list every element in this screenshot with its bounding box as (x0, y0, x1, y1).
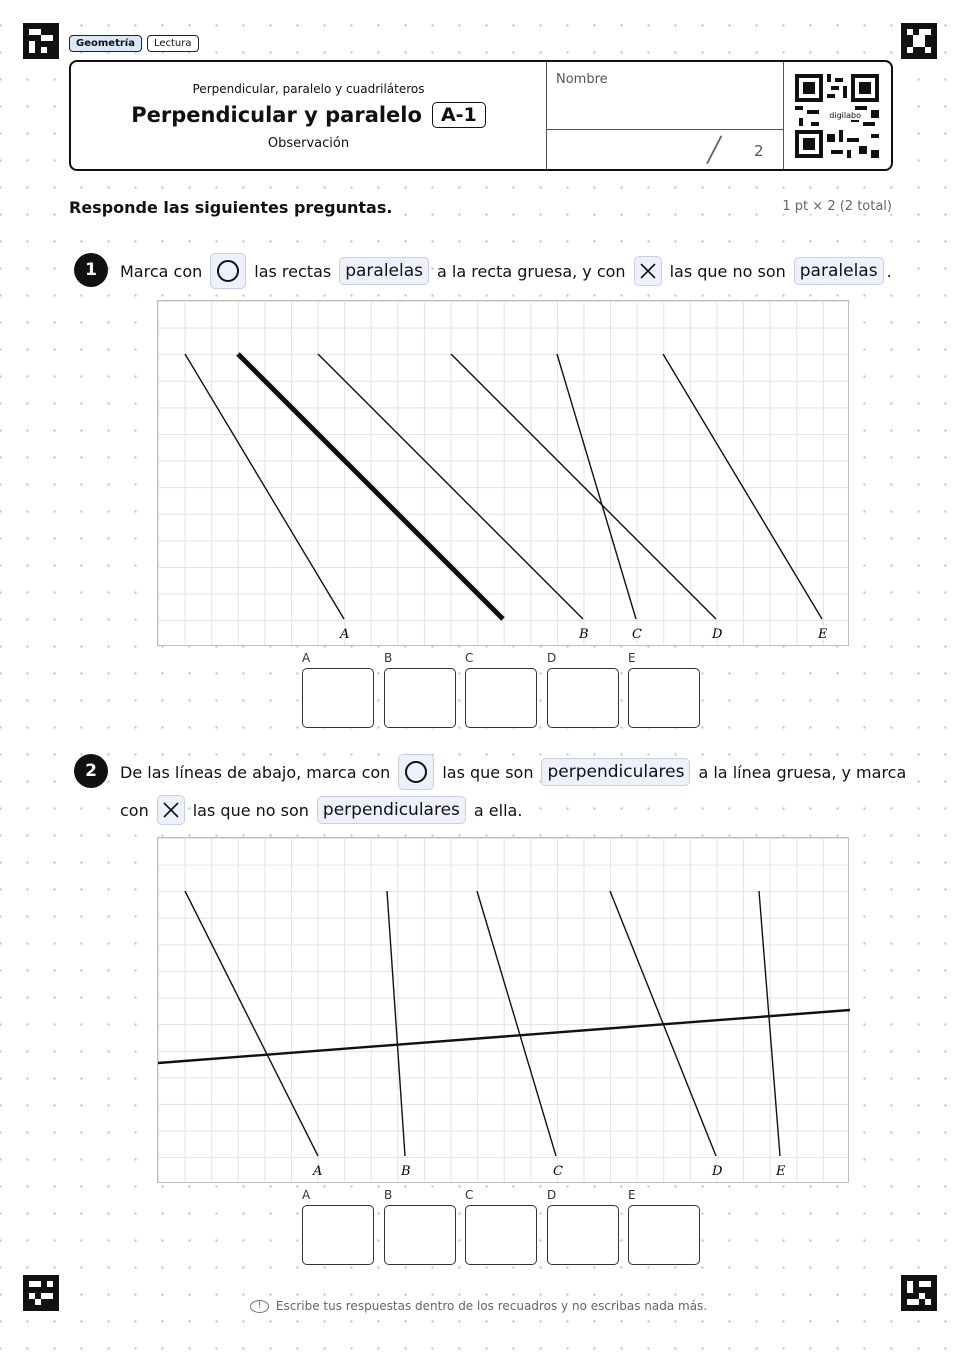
q1-line-E (663, 354, 822, 619)
q1-box-label-C: C (465, 651, 474, 665)
q1-line-label-B: B (579, 627, 589, 642)
q2-line-A (185, 891, 318, 1156)
question-2-number: 2 (74, 754, 108, 788)
header-subtitle: Perpendicular, paralelo y cuadriláteros (192, 82, 425, 96)
subject-tags (69, 35, 199, 52)
header-title-row (71, 102, 546, 128)
name-score-area (546, 62, 784, 169)
q1-answer-box-E[interactable] (628, 668, 700, 728)
info-icon: ! (250, 1300, 269, 1313)
page-title: Perpendicular y paralelo (131, 103, 422, 127)
q1-line-B (318, 354, 583, 619)
q1-box-label-D: D (547, 651, 557, 665)
q2-box-label-D: D (547, 1188, 557, 1202)
q1-line-label-C: C (632, 627, 642, 642)
q1-text-part: las rectas (254, 261, 332, 281)
q2-box-label-C: C (465, 1188, 474, 1202)
q1-text-part: a la recta gruesa, y con (437, 261, 626, 281)
q2-line-label-C: C (553, 1164, 563, 1179)
q1-text-part: . (886, 261, 892, 281)
q2-text-part: a la línea gruesa, y marca (698, 762, 907, 782)
score-row (547, 129, 783, 170)
worksheet-header (69, 60, 893, 171)
q2-answer-box-B[interactable] (384, 1205, 456, 1265)
q1-answer-box-B[interactable] (384, 668, 456, 728)
question-2-text-line-1 (119, 754, 907, 790)
keyword-perpendiculares: perpendiculares (541, 758, 690, 786)
q2-line-E (759, 891, 780, 1156)
q2-text-part: las que son (442, 762, 534, 782)
q2-answer-box-D[interactable] (547, 1205, 619, 1265)
q1-box-label-A: A (302, 651, 311, 665)
q2-line-diagram (157, 837, 849, 1183)
footer-note (0, 1299, 960, 1313)
q2-thick-reference-line (158, 1010, 850, 1063)
instructions: Responde las siguientes preguntas. (69, 198, 393, 217)
header-category: Observación (267, 136, 350, 151)
corner-marker-top-right (901, 23, 937, 59)
score-total: 2 (754, 142, 764, 160)
cross-symbol-icon (634, 256, 662, 286)
q2-line-label-D: D (712, 1164, 723, 1179)
question-1-text (119, 253, 893, 289)
q2-answer-box-E[interactable] (628, 1205, 700, 1265)
keyword-paralelas: paralelas (339, 257, 429, 285)
keyword-paralelas: paralelas (794, 257, 884, 285)
corner-marker-top-left (23, 23, 59, 59)
q1-answer-box-A[interactable] (302, 668, 374, 728)
score-slash: ╱ (707, 136, 722, 164)
q2-line-B (387, 891, 405, 1156)
q1-thick-reference-line (238, 354, 503, 619)
q1-line-label-E: E (818, 627, 828, 642)
q2-box-label-E: E (628, 1188, 636, 1202)
q2-line-C (477, 891, 556, 1156)
q2-text-part: De las líneas de abajo, marca con (120, 762, 391, 782)
q2-box-label-A: A (302, 1188, 311, 1202)
q1-text-part: Marca con (120, 261, 203, 281)
q2-line-label-E: E (776, 1164, 786, 1179)
qr-caption: digilabo (829, 111, 861, 120)
q2-text-part: con (120, 800, 149, 820)
q2-answer-box-A[interactable] (302, 1205, 374, 1265)
q1-answer-box-D[interactable] (547, 668, 619, 728)
q1-answer-box-C[interactable] (465, 668, 537, 728)
circle-symbol-icon (210, 253, 246, 289)
q2-line-D (610, 891, 716, 1156)
q2-answer-box-C[interactable] (465, 1205, 537, 1265)
q1-line-C (557, 354, 636, 619)
name-label: Nombre (556, 72, 608, 87)
footer-text: Escribe tus respuestas dentro de los recuadros y no escribas nada más. (273, 1299, 710, 1313)
cross-symbol-icon (157, 795, 185, 825)
q2-line-label-B: B (401, 1164, 411, 1179)
tag-lectura[interactable]: Lectura (147, 35, 199, 52)
points-info: 1 pt × 2 (2 total) (782, 199, 892, 214)
tag-geometria[interactable]: Geometría (69, 35, 142, 52)
header-title-area (71, 62, 546, 169)
worksheet-code: A-1 (432, 102, 486, 128)
q2-box-label-B: B (384, 1188, 393, 1202)
question-1-number: 1 (74, 253, 108, 287)
q2-line-label-A: A (313, 1164, 323, 1179)
q1-box-label-B: B (384, 651, 393, 665)
q1-box-label-E: E (628, 651, 636, 665)
keyword-perpendiculares: perpendiculares (317, 796, 466, 824)
q1-line-diagram (157, 300, 849, 646)
q2-text-part: a ella. (473, 800, 523, 820)
q2-text-part: las que no son (192, 800, 309, 820)
q1-line-label-D: D (712, 627, 723, 642)
q1-line-label-A: A (340, 627, 350, 642)
circle-symbol-icon (398, 754, 434, 790)
q1-text-part: las que no son (669, 261, 786, 281)
q1-line-D (451, 354, 716, 619)
q1-line-A (185, 354, 344, 619)
question-2-text-line-2 (119, 795, 523, 825)
